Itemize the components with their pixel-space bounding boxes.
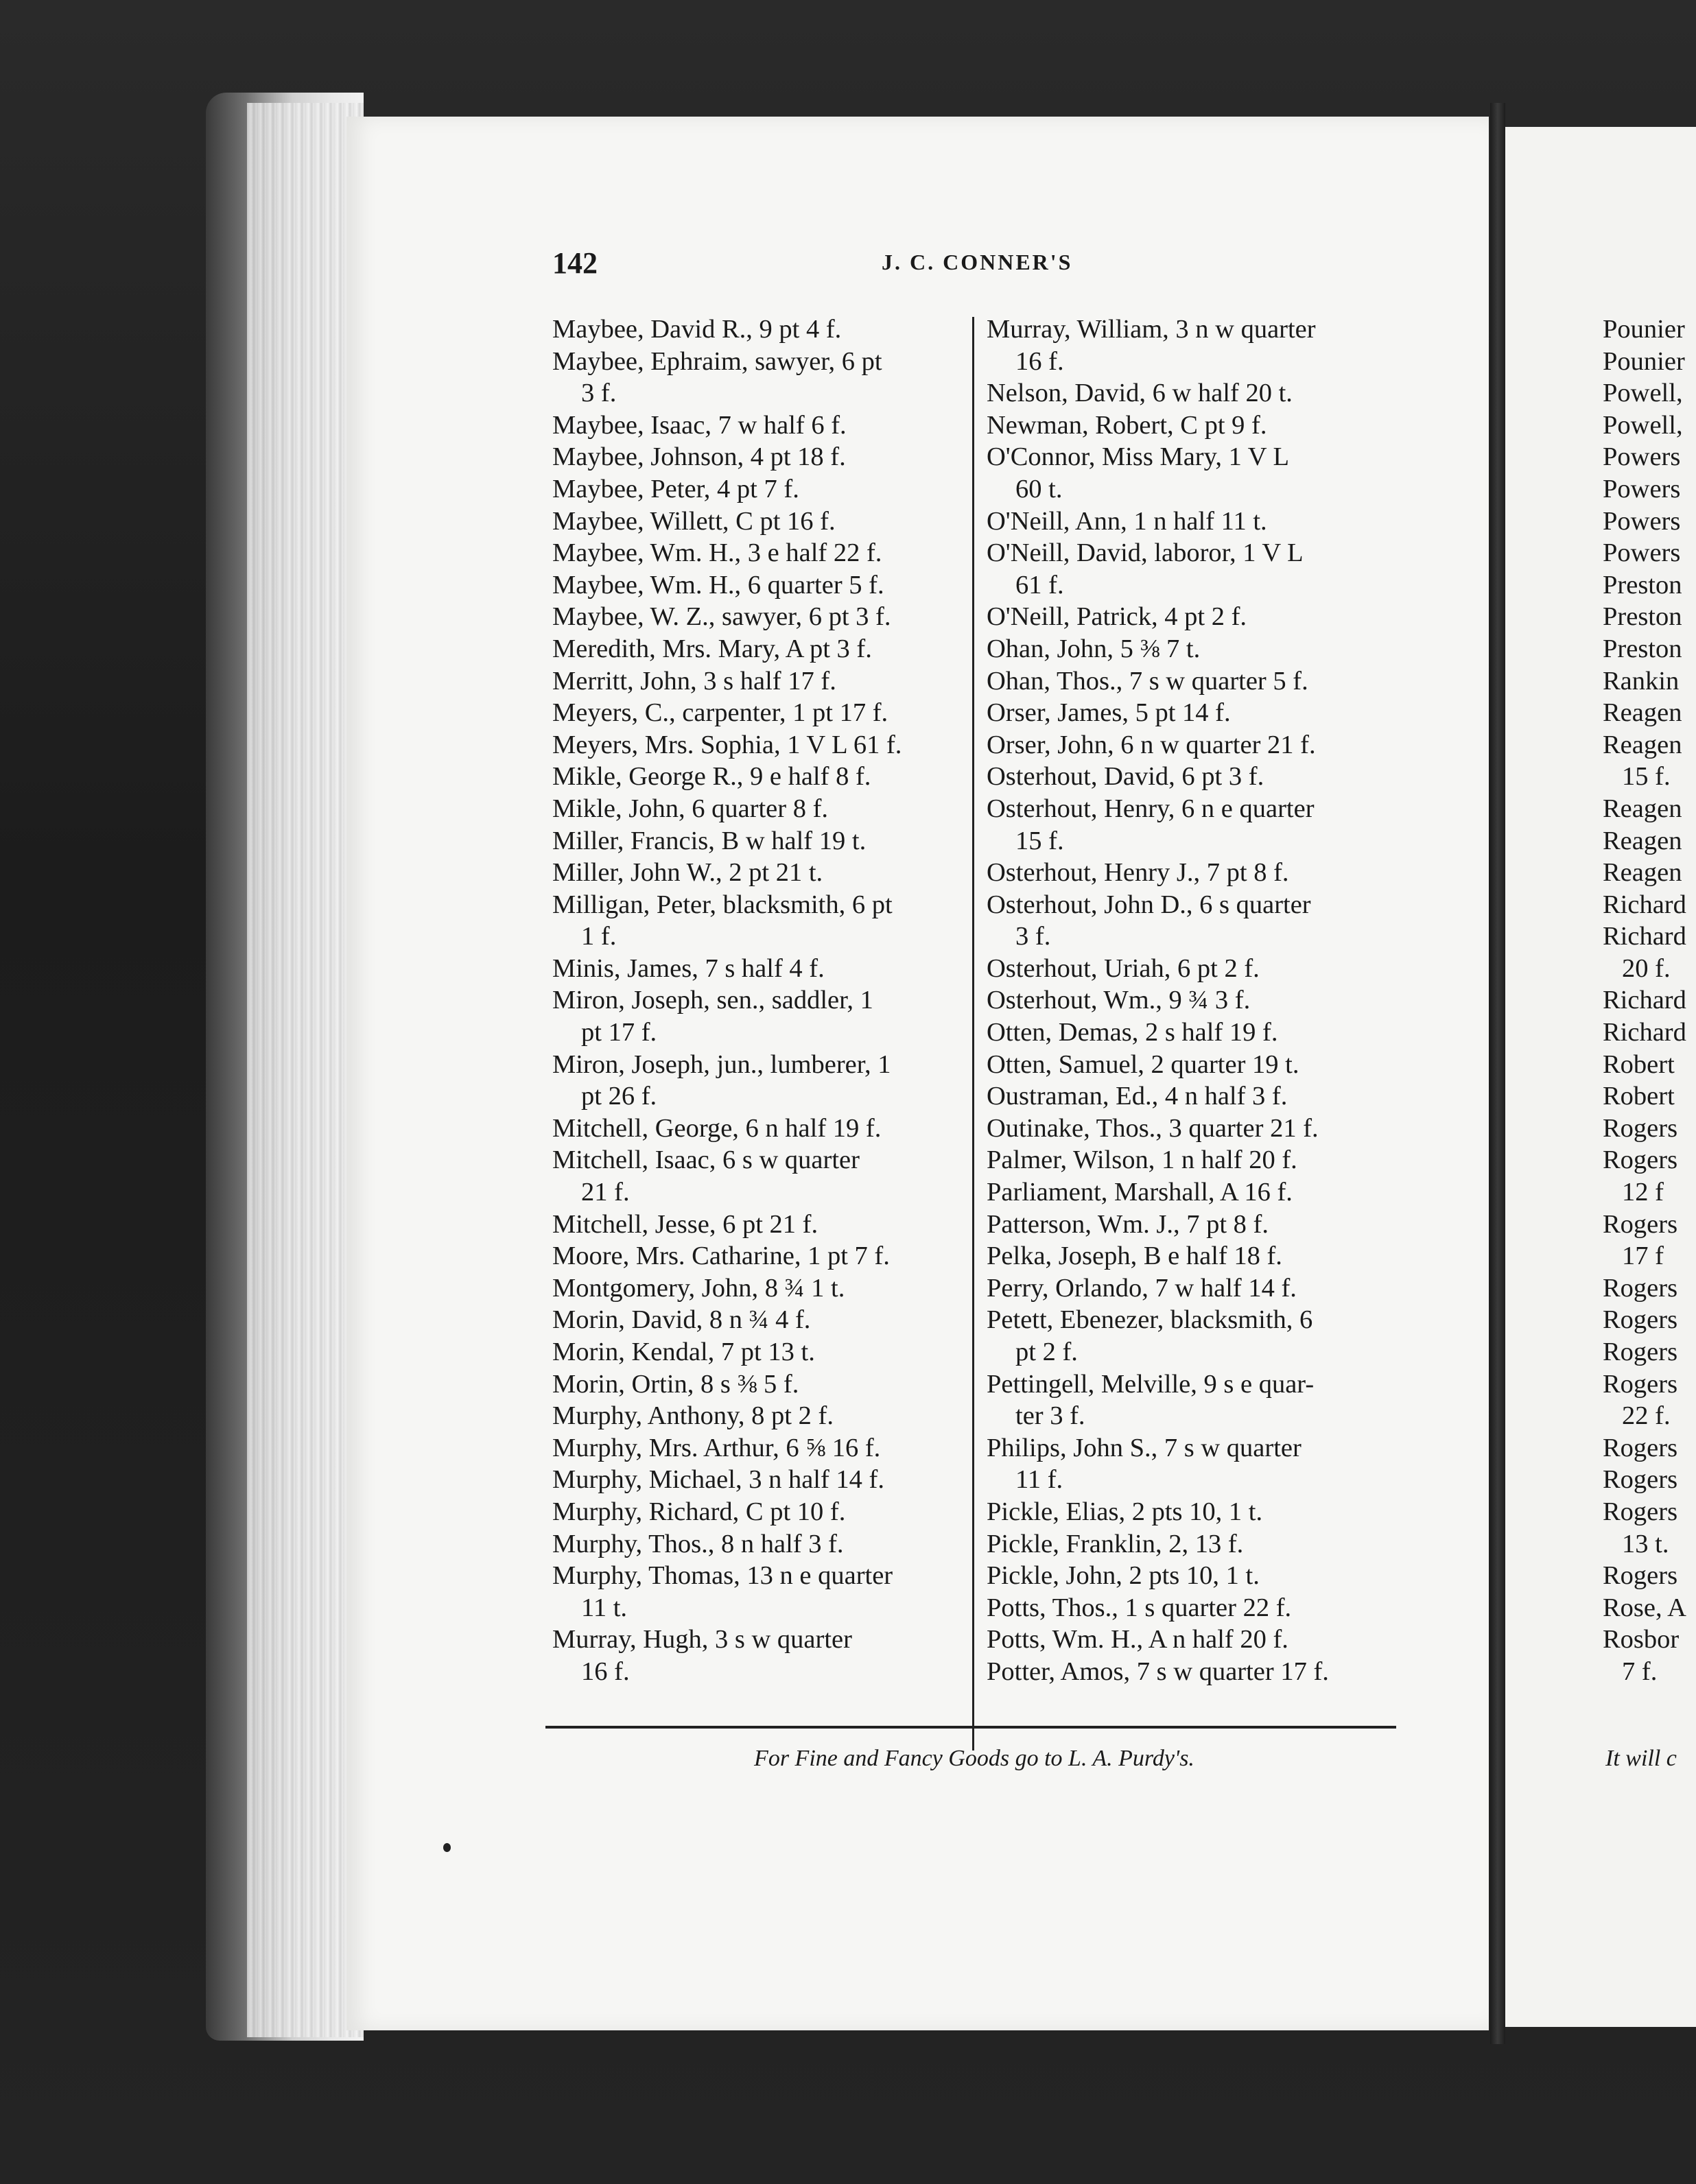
- directory-entry: [552, 1304, 963, 1336]
- directory-entry: [1603, 410, 1686, 442]
- directory-entry: [552, 1496, 963, 1528]
- entry-text: Osterhout, Henry, 6 n e quarter: [987, 794, 1315, 823]
- directory-entry: [987, 857, 1405, 889]
- entry-text: Pickle, John, 2 pts 10, 1 t.: [987, 1561, 1260, 1591]
- directory-entry: [552, 1336, 963, 1368]
- directory-entry: [552, 1560, 963, 1624]
- entry-text: Pounier: [1603, 315, 1685, 344]
- directory-entry: [987, 441, 1405, 505]
- entry-text: Rogers: [1603, 1209, 1678, 1239]
- entry-text: Murray, William, 3 n w quarter: [987, 315, 1316, 344]
- entry-continuation: 61 f.: [1015, 570, 1064, 600]
- entry-text: Miron, Joseph, sen., saddler, 1: [552, 986, 873, 1015]
- entry-text: Outinake, Thos., 3 quarter 21 f.: [987, 1113, 1319, 1143]
- entry-text: Morin, David, 8 n ¾ 4 f.: [552, 1305, 811, 1335]
- directory-entry: [1603, 1049, 1686, 1081]
- entry-text: Powell,: [1603, 379, 1683, 408]
- entry-continuation: 15 f.: [1622, 762, 1671, 792]
- entry-continuation: 12 f: [1622, 1178, 1664, 1207]
- directory-entry: [987, 889, 1405, 953]
- entry-continuation: pt 17 f.: [581, 1018, 657, 1047]
- entry-text: Orser, James, 5 pt 14 f.: [987, 698, 1231, 728]
- directory-entry: [1603, 1464, 1686, 1496]
- entry-continuation: 3 f.: [1015, 922, 1051, 951]
- directory-entry: [1603, 1113, 1686, 1145]
- directory-entry: [1603, 569, 1686, 602]
- directory-entry: [987, 377, 1405, 410]
- directory-entry: [1603, 825, 1686, 857]
- entry-text: Rose, A: [1603, 1593, 1686, 1622]
- entry-text: Potts, Thos., 1 s quarter 22 f.: [987, 1593, 1292, 1622]
- entry-text: Mikle, John, 6 quarter 8 f.: [552, 794, 829, 823]
- entry-text: Rogers: [1603, 1113, 1678, 1143]
- directory-entry: [987, 1176, 1405, 1209]
- entry-text: Maybee, W. Z., sawyer, 6 pt 3 f.: [552, 602, 891, 632]
- directory-entry: [987, 633, 1405, 665]
- directory-entry: [552, 1144, 963, 1208]
- directory-entry: [552, 633, 963, 665]
- entry-text: Maybee, Johnson, 4 pt 18 f.: [552, 442, 846, 472]
- entry-text: Petett, Ebenezer, blacksmith, 6: [987, 1305, 1313, 1335]
- directory-entry: [552, 1464, 963, 1496]
- entry-text: Reagen: [1603, 858, 1682, 888]
- entry-text: Rogers: [1603, 1146, 1678, 1175]
- entry-continuation: 22 f.: [1622, 1401, 1671, 1431]
- entry-text: O'Neill, David, laboror, 1 V L: [987, 538, 1304, 568]
- directory-entry: [987, 537, 1405, 601]
- facing-page-footer: It will c: [1605, 1746, 1677, 1771]
- entry-text: Rogers: [1603, 1561, 1678, 1591]
- entry-continuation: 20 f.: [1622, 953, 1671, 983]
- entry-text: Mitchell, Isaac, 6 s w quarter: [552, 1146, 860, 1175]
- directory-entry: [1603, 697, 1686, 729]
- entry-text: Osterhout, John D., 6 s quarter: [987, 890, 1311, 919]
- directory-entry: [1603, 1496, 1686, 1560]
- directory-entry: [1603, 1209, 1686, 1272]
- directory-entry: [1603, 921, 1686, 984]
- entry-text: Preston: [1603, 602, 1682, 632]
- directory-entry: [552, 506, 963, 538]
- entry-text: Otten, Samuel, 2 quarter 19 t.: [987, 1049, 1299, 1079]
- entry-text: Robert: [1603, 1049, 1675, 1079]
- entry-text: Robert: [1603, 1082, 1675, 1111]
- directory-entry: [552, 537, 963, 569]
- directory-entry: [987, 1528, 1405, 1560]
- entry-text: Richard: [1603, 922, 1686, 951]
- entry-text: Maybee, Peter, 4 pt 7 f.: [552, 474, 799, 503]
- directory-entry: [1603, 857, 1686, 889]
- page-number: 142: [552, 246, 598, 280]
- entry-text: Maybee, Ephraim, sawyer, 6 pt: [552, 346, 882, 376]
- ink-speck: [443, 1843, 451, 1852]
- directory-entry: [987, 1368, 1405, 1432]
- entry-text: Murphy, Thos., 8 n half 3 f.: [552, 1529, 844, 1558]
- entry-continuation: 13 t.: [1622, 1529, 1669, 1558]
- entry-text: Mitchell, George, 6 n half 19 f.: [552, 1113, 882, 1143]
- directory-entry: [987, 665, 1405, 698]
- entry-text: Rosbor: [1603, 1625, 1680, 1654]
- directory-entry: [1603, 473, 1686, 506]
- directory-entry: [1603, 984, 1686, 1017]
- directory-entry: [987, 1209, 1405, 1241]
- directory-entry: [552, 1400, 963, 1432]
- entry-continuation: 3 f.: [581, 379, 617, 408]
- entry-text: Moore, Mrs. Catharine, 1 pt 7 f.: [552, 1242, 890, 1271]
- entry-text: Mikle, George R., 9 e half 8 f.: [552, 762, 871, 792]
- directory-entry: [1603, 633, 1686, 665]
- book-gutter: [1490, 103, 1505, 2044]
- directory-entry: [1603, 1017, 1686, 1049]
- entry-text: Rankin: [1603, 666, 1680, 696]
- directory-entry: [552, 441, 963, 473]
- directory-entry: [1603, 313, 1686, 346]
- directory-entry: [552, 1368, 963, 1401]
- entry-text: Powell,: [1603, 410, 1683, 440]
- entry-text: Reagen: [1603, 730, 1682, 759]
- entry-text: Powers: [1603, 538, 1681, 568]
- entry-text: Murphy, Mrs. Arthur, 6 ⅝ 16 f.: [552, 1433, 881, 1462]
- entry-text: Potts, Wm. H., A n half 20 f.: [987, 1625, 1288, 1654]
- footer-rule: [545, 1726, 1396, 1729]
- right-column: [987, 313, 1405, 1688]
- directory-entry: [1603, 601, 1686, 633]
- entry-text: Powers: [1603, 506, 1681, 536]
- entry-text: Reagen: [1603, 794, 1682, 823]
- entry-text: Murphy, Michael, 3 n half 14 f.: [552, 1465, 884, 1495]
- entry-text: O'Connor, Miss Mary, 1 V L: [987, 442, 1290, 472]
- entry-continuation: 11 t.: [581, 1593, 628, 1622]
- directory-entry: [1603, 1080, 1686, 1113]
- directory-entry: [552, 313, 963, 346]
- directory-entry: [552, 793, 963, 825]
- directory-entry: [552, 825, 963, 857]
- entry-text: Miller, Francis, B w half 19 t.: [552, 826, 867, 855]
- directory-entry: [552, 1240, 963, 1272]
- entry-text: Morin, Ortin, 8 s ⅜ 5 f.: [552, 1369, 799, 1399]
- directory-entry: [1603, 729, 1686, 793]
- directory-entry: [987, 1304, 1405, 1368]
- entry-text: Potter, Amos, 7 s w quarter 17 f.: [987, 1657, 1329, 1686]
- directory-entry: [1603, 1368, 1686, 1432]
- directory-entry: [987, 1080, 1405, 1113]
- entry-text: Murphy, Thomas, 13 n e quarter: [552, 1561, 893, 1591]
- directory-entry: [987, 1017, 1405, 1049]
- entry-text: Rogers: [1603, 1497, 1678, 1526]
- directory-entry: [552, 1113, 963, 1145]
- directory-entry: [1603, 889, 1686, 921]
- entry-text: Osterhout, Henry J., 7 pt 8 f.: [987, 858, 1289, 888]
- running-title: J. C. CONNER'S: [882, 250, 1073, 274]
- entry-continuation: 16 f.: [581, 1657, 630, 1686]
- directory-entry: [552, 1624, 963, 1687]
- directory-entry: [1603, 537, 1686, 569]
- entry-continuation: 60 t.: [1015, 474, 1063, 503]
- directory-entry: [987, 1592, 1405, 1624]
- page-footer: For Fine and Fancy Goods go to L. A. Purdy's.: [754, 1746, 1194, 1771]
- directory-entry: [552, 1209, 963, 1241]
- directory-entry: [1603, 665, 1686, 698]
- entry-continuation: 7 f.: [1622, 1657, 1658, 1686]
- directory-entry: [552, 410, 963, 442]
- entry-text: Ohan, Thos., 7 s w quarter 5 f.: [987, 666, 1308, 696]
- entry-text: O'Neill, Patrick, 4 pt 2 f.: [987, 602, 1247, 632]
- entry-text: Reagen: [1603, 698, 1682, 728]
- entry-text: Rogers: [1603, 1338, 1678, 1366]
- entry-text: Nelson, David, 6 w half 20 t.: [987, 379, 1293, 408]
- directory-entry: [987, 1656, 1405, 1688]
- entry-text: Patterson, Wm. J., 7 pt 8 f.: [987, 1209, 1269, 1239]
- left-column: [552, 313, 963, 1688]
- entry-text: Powers: [1603, 442, 1681, 472]
- directory-entry: [987, 953, 1405, 985]
- entry-text: Osterhout, Wm., 9 ¾ 3 f.: [987, 986, 1251, 1015]
- entry-text: Maybee, Wm. H., 3 e half 22 f.: [552, 538, 882, 568]
- directory-entry: [1603, 441, 1686, 473]
- directory-entry: [552, 1272, 963, 1305]
- entry-text: Maybee, Wm. H., 6 quarter 5 f.: [552, 570, 884, 600]
- entry-text: Otten, Demas, 2 s half 19 f.: [987, 1018, 1278, 1047]
- entry-continuation: pt 2 f.: [1015, 1338, 1078, 1366]
- entry-text: Maybee, Isaac, 7 w half 6 f.: [552, 410, 847, 440]
- entry-text: Oustraman, Ed., 4 n half 3 f.: [987, 1082, 1288, 1111]
- directory-entry: [552, 1528, 963, 1560]
- directory-entry: [987, 697, 1405, 729]
- entry-text: Minis, James, 7 s half 4 f.: [552, 953, 825, 983]
- directory-entry: [987, 410, 1405, 442]
- directory-entry: [987, 601, 1405, 633]
- directory-entry: [987, 1049, 1405, 1081]
- directory-entry: [552, 601, 963, 633]
- entry-text: Murphy, Richard, C pt 10 f.: [552, 1497, 846, 1526]
- directory-entry: [987, 793, 1405, 857]
- entry-continuation: 16 f.: [1015, 346, 1064, 376]
- entry-text: Richard: [1603, 1018, 1686, 1047]
- directory-entry: [987, 1624, 1405, 1656]
- entry-continuation: 11 f.: [1015, 1465, 1063, 1495]
- directory-entry: [1603, 1144, 1686, 1208]
- directory-entry: [1603, 1560, 1686, 1592]
- directory-entry: [552, 761, 963, 793]
- directory-entry: [987, 761, 1405, 793]
- entry-text: Pickle, Elias, 2 pts 10, 1 t.: [987, 1497, 1263, 1526]
- directory-entry: [552, 346, 963, 410]
- entry-text: O'Neill, Ann, 1 n half 11 t.: [987, 506, 1267, 536]
- column-divider: [972, 317, 974, 1750]
- directory-entry: [552, 889, 963, 953]
- directory-entry: [1603, 1272, 1686, 1305]
- entry-text: Meyers, Mrs. Sophia, 1 V L 61 f.: [552, 730, 902, 759]
- directory-entry: [552, 729, 963, 761]
- directory-entry: [987, 1432, 1405, 1496]
- facing-page-column: [1603, 313, 1686, 1688]
- entry-text: Preston: [1603, 570, 1682, 600]
- entry-text: Preston: [1603, 634, 1682, 663]
- directory-entry: [552, 1432, 963, 1464]
- directory-entry: [1603, 377, 1686, 410]
- directory-entry: [1603, 506, 1686, 538]
- directory-entry: [1603, 1592, 1686, 1624]
- entry-text: Pounier: [1603, 346, 1685, 376]
- entry-text: Rogers: [1603, 1369, 1678, 1399]
- directory-entry: [987, 1240, 1405, 1272]
- entry-text: Parliament, Marshall, A 16 f.: [987, 1178, 1293, 1207]
- page-header: [552, 246, 1396, 287]
- entry-text: Maybee, Willett, C pt 16 f.: [552, 506, 836, 536]
- entry-text: Pickle, Franklin, 2, 13 f.: [987, 1529, 1244, 1558]
- directory-entry: [987, 313, 1405, 377]
- entry-text: Miron, Joseph, jun., lumberer, 1: [552, 1049, 891, 1079]
- entry-text: Pelka, Joseph, B e half 18 f.: [987, 1242, 1282, 1271]
- directory-entry: [987, 1113, 1405, 1145]
- directory-entry: [552, 984, 963, 1048]
- entry-text: Ohan, John, 5 ⅜ 7 t.: [987, 634, 1201, 663]
- entry-continuation: 1 f.: [581, 922, 617, 951]
- entry-text: Merritt, John, 3 s half 17 f.: [552, 666, 836, 696]
- directory-entry: [1603, 1304, 1686, 1336]
- entry-text: Miller, John W., 2 pt 21 t.: [552, 858, 823, 888]
- directory-entry: [1603, 1624, 1686, 1687]
- entry-continuation: 15 f.: [1015, 826, 1064, 855]
- entry-text: Richard: [1603, 986, 1686, 1015]
- entry-text: Rogers: [1603, 1465, 1678, 1495]
- entry-text: Newman, Robert, C pt 9 f.: [987, 410, 1267, 440]
- directory-entry: [1603, 1432, 1686, 1464]
- directory-entry: [987, 1560, 1405, 1592]
- directory-entry: [987, 729, 1405, 761]
- entry-text: Meredith, Mrs. Mary, A pt 3 f.: [552, 634, 872, 663]
- entry-text: Montgomery, John, 8 ¾ 1 t.: [552, 1273, 845, 1303]
- directory-entry: [552, 569, 963, 602]
- entry-text: Powers: [1603, 474, 1681, 503]
- directory-entry: [1603, 346, 1686, 378]
- entry-text: Mitchell, Jesse, 6 pt 21 f.: [552, 1209, 818, 1239]
- entry-continuation: 21 f.: [581, 1178, 630, 1207]
- entry-text: Orser, John, 6 n w quarter 21 f.: [987, 730, 1316, 759]
- directory-entry: [987, 506, 1405, 538]
- entry-text: Perry, Orlando, 7 w half 14 f.: [987, 1273, 1297, 1303]
- directory-entry: [987, 1272, 1405, 1305]
- directory-entry: [987, 1144, 1405, 1176]
- entry-text: Milligan, Peter, blacksmith, 6 pt: [552, 890, 893, 919]
- directory-entry: [552, 665, 963, 698]
- directory-entry: [987, 1496, 1405, 1528]
- entry-text: Osterhout, David, 6 pt 3 f.: [987, 762, 1264, 792]
- directory-entry: [552, 1049, 963, 1113]
- entry-text: Rogers: [1603, 1305, 1678, 1335]
- entry-text: Morin, Kendal, 7 pt 13 t.: [552, 1338, 815, 1366]
- entry-text: Maybee, David R., 9 pt 4 f.: [552, 315, 842, 344]
- entry-text: Rogers: [1603, 1433, 1678, 1462]
- entry-text: Murray, Hugh, 3 s w quarter: [552, 1625, 852, 1654]
- entry-text: Philips, John S., 7 s w quarter: [987, 1433, 1302, 1462]
- directory-entry: [552, 857, 963, 889]
- entry-continuation: 17 f: [1622, 1242, 1664, 1271]
- directory-entry: [1603, 793, 1686, 825]
- directory-entry: [552, 473, 963, 506]
- directory-entry: [552, 953, 963, 985]
- directory-entry: [552, 697, 963, 729]
- entry-text: Palmer, Wilson, 1 n half 20 f.: [987, 1146, 1297, 1175]
- entry-text: Pettingell, Melville, 9 s e quar-: [987, 1369, 1315, 1399]
- entry-continuation: ter 3 f.: [1015, 1401, 1085, 1431]
- entry-text: Osterhout, Uriah, 6 pt 2 f.: [987, 953, 1260, 983]
- entry-continuation: pt 26 f.: [581, 1082, 657, 1111]
- entry-text: Rogers: [1603, 1273, 1678, 1303]
- entry-text: Meyers, C., carpenter, 1 pt 17 f.: [552, 698, 888, 728]
- entry-text: Richard: [1603, 890, 1686, 919]
- entry-text: Reagen: [1603, 826, 1682, 855]
- directory-entry: [987, 984, 1405, 1017]
- entry-text: Murphy, Anthony, 8 pt 2 f.: [552, 1401, 834, 1431]
- directory-entry: [1603, 1336, 1686, 1368]
